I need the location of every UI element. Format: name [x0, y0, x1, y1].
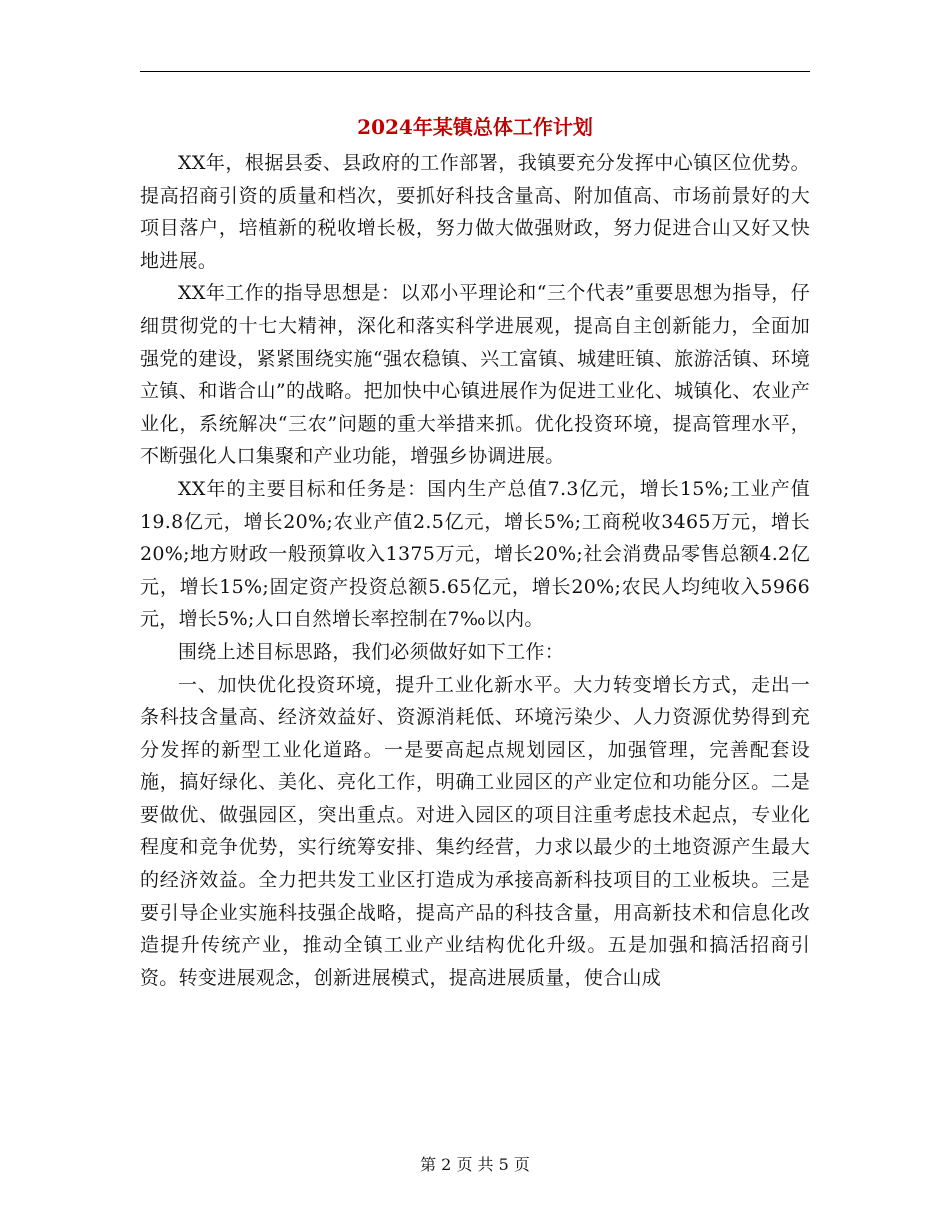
paragraph-4: 围绕上述目标思路，我们必须做好如下工作： — [178, 640, 565, 663]
paragraph-2: XX年工作的指导思想是：以邓小平理论和“三个代表”重要思想为指导，仔细贯彻党的十七大精神，深化和落实科学进展观，提高自主创新能力，全面加强党的建设，紧紧围绕实施“强农稳镇、兴工富镇、城建旺镇、旅游活镇、环境立镇、和谐合山”的战略。把加快中心镇进展作为促进工业化、城镇化、农业产业化，系统解决“三农”问题的重大举措来抓。优化投资环境，提高管理水平，不断强化人口集聚和产业功能，增强乡协调进展。 — [140, 282, 810, 468]
document-body — [140, 147, 810, 994]
page-number-footer: 第 2 页 共 5 页 — [420, 1155, 530, 1174]
paragraph-5: 一、加快优化投资环境，提升工业化新水平。大力转变增长方式，走出一条科技含量高、经济效益好、资源消耗低、环境污染少、人力资源优势得到充分发挥的新型工业化道路。一是要高起点规划园区，加强管理，完善配套设施，搞好绿化、美化、亮化工作，明确工业园区的产业定位和功能分区。二是要做优、做强园区，突出重点。对进入园区的项目注重考虑技术起点，专业化程度和竞争优势，实行统筹安排、集约经营，力求以最少的土地资源产生最大的经济效益。全力把共发工业区打造成为承接高新科技项目的工业板块。三是要引导企业实施科技强企战略，提高产品的科技含量，用高新技术和信息化改造提升传统产业，推动全镇工业产业结构优化升级。五是加强和搞活招商引资。转变进展观念，创新进展模式，提高进展质量，使合山成 — [140, 673, 810, 989]
header-rule — [140, 71, 810, 72]
document-title: 2024年某镇总体工作计划 — [357, 115, 593, 139]
paragraph-3: XX年的主要目标和任务是：国内生产总值7.3亿元，增长15%;工业产值19.8亿元，增长20%;农业产值2.5亿元，增长5%;工商税收3465万元，增长20%;地方财政一般预算收入1375万元，增长20%;社会消费品零售总额4.2亿元，增长15%;固定资产投资总额5.65亿元，增长20%;农民人均纯收入5966元，增长5%;人口自然增长率控制在7‰以内。 — [140, 477, 810, 631]
paragraph-1: XX年，根据县委、县政府的工作部署，我镇要充分发挥中心镇区位优势。提高招商引资的质量和档次，要抓好科技含量高、附加值高、市场前景好的大项目落户，培植新的税收增长极，努力做大做强财政，努力促进合山又好又快地进展。 — [140, 152, 810, 272]
